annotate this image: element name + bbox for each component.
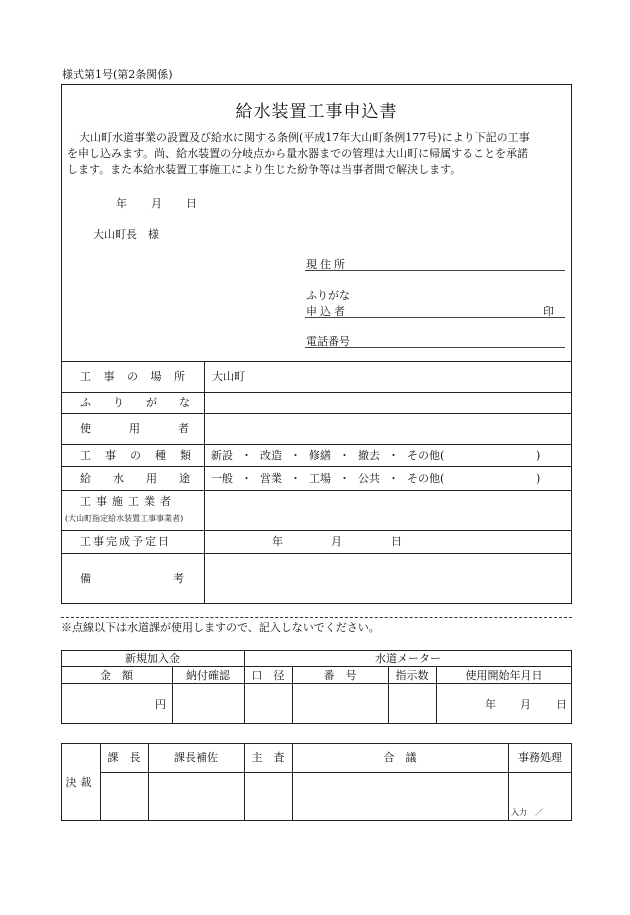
approval-label: 決裁 bbox=[65, 776, 96, 789]
input-mark: 入力 ／ bbox=[511, 808, 543, 817]
work-type-close-paren: ) bbox=[536, 449, 541, 462]
contractor-value[interactable] bbox=[205, 490, 572, 530]
completion-month: 月 bbox=[331, 535, 342, 548]
separator: ・ bbox=[241, 471, 252, 485]
work-type-other[interactable]: その他( bbox=[407, 448, 445, 462]
chief-examiner-header: 主 査 bbox=[251, 751, 285, 764]
body-line-3: します。また本給水装置工事施工により生じた紛争等は当事者間で解決します。 bbox=[67, 163, 462, 176]
separator: ・ bbox=[388, 471, 399, 485]
water-use-other[interactable]: その他( bbox=[407, 471, 445, 485]
seal-label: 印 bbox=[543, 305, 554, 318]
completion-label: 工事完成予定日 bbox=[80, 535, 171, 548]
date-month-label: 月 bbox=[151, 197, 162, 210]
work-type-remodel[interactable]: 改造 bbox=[260, 448, 282, 462]
yen-unit: 円 bbox=[155, 698, 166, 711]
water-use-factory[interactable]: 工場 bbox=[309, 471, 331, 485]
contractor-sub-label: (大山町指定給水装置工事事業者) bbox=[65, 514, 184, 523]
furigana-label: ふりがな bbox=[306, 289, 350, 302]
reading-header: 指示数 bbox=[395, 669, 429, 682]
clerical-processing-header: 事務処理 bbox=[518, 751, 562, 764]
applicant-name-label: 申込者 bbox=[306, 305, 348, 318]
work-type-new[interactable]: 新設 bbox=[211, 448, 233, 462]
body-line-2: を申し込みます。尚、給水装置の分岐点から量水器までの管理は大山町に帰属することを承諾 bbox=[67, 147, 529, 160]
address-label: 現住所 bbox=[306, 258, 348, 271]
water-use-general[interactable]: 一般 bbox=[211, 471, 233, 485]
diameter-header: 口 径 bbox=[251, 669, 285, 682]
form-title: 給水装置工事申込書 bbox=[235, 102, 398, 122]
separator: ・ bbox=[290, 471, 301, 485]
date-day-label: 日 bbox=[186, 197, 197, 210]
contractor-label: 工事施工業者 bbox=[80, 495, 176, 508]
separator: ・ bbox=[339, 471, 350, 485]
start-year: 年 bbox=[485, 698, 496, 711]
row-label-completion bbox=[80, 530, 200, 553]
form-number: 様式第1号(第2条関係) bbox=[62, 68, 173, 81]
location-label: 工 事 の 場 所 bbox=[80, 370, 185, 383]
water-use-public[interactable]: 公共 bbox=[358, 471, 380, 485]
separator: ・ bbox=[241, 448, 252, 462]
assistant-chief-header: 課長補佐 bbox=[174, 751, 218, 764]
user-label: 使用者 bbox=[80, 422, 227, 435]
row-label-water-use bbox=[80, 466, 212, 490]
amount-header: 金 額 bbox=[100, 669, 133, 682]
section-chief-header: 課 長 bbox=[107, 751, 141, 764]
addressee: 大山町長 様 bbox=[93, 228, 159, 241]
address-field-line[interactable] bbox=[305, 270, 565, 271]
row-label-location bbox=[80, 361, 185, 392]
start-month: 月 bbox=[520, 698, 531, 711]
start-day: 日 bbox=[556, 698, 567, 711]
furigana-row-label: ふりがな bbox=[80, 396, 212, 409]
notice: ※点線以下は水道課が使用しますので、記入しないでください。 bbox=[61, 621, 380, 634]
separator: ・ bbox=[290, 448, 301, 462]
completion-year: 年 bbox=[272, 535, 283, 548]
work-type-options bbox=[211, 444, 444, 466]
work-type-label: 工事の種類 bbox=[80, 448, 205, 462]
body-line-1: 大山町水道事業の設置及び給水に関する条例(平成17年大山町条例177号)により下記の工事 bbox=[79, 131, 530, 144]
furigana-value[interactable] bbox=[205, 392, 572, 413]
row-label-user bbox=[80, 413, 227, 444]
water-use-label: 給水用途 bbox=[80, 471, 212, 485]
start-date-header: 使用開始年月日 bbox=[465, 669, 543, 682]
remarks-label: 備考 bbox=[80, 572, 266, 585]
meter-number-header: 番 号 bbox=[323, 669, 357, 682]
date-year-label: 年 bbox=[116, 197, 127, 210]
phone-label: 電話番号 bbox=[306, 335, 350, 348]
new-subscription-fee-header: 新規加入金 bbox=[125, 652, 180, 665]
cut-line bbox=[61, 617, 572, 618]
separator: ・ bbox=[388, 448, 399, 462]
completion-day: 日 bbox=[391, 535, 402, 548]
location-value[interactable]: 大山町 bbox=[212, 370, 245, 383]
water-meter-header: 水道メーター bbox=[375, 652, 441, 665]
water-use-options bbox=[211, 466, 444, 490]
row-label-work-type bbox=[80, 444, 205, 466]
water-use-close-paren: ) bbox=[536, 472, 541, 485]
work-type-removal[interactable]: 撤去 bbox=[358, 448, 380, 462]
row-label-remarks bbox=[80, 553, 266, 604]
phone-field-line[interactable] bbox=[305, 347, 565, 348]
row-label-furigana bbox=[80, 392, 212, 413]
payment-confirm-header: 納付確認 bbox=[186, 669, 230, 682]
consultation-header: 合 議 bbox=[383, 751, 417, 764]
applicant-name-field-line[interactable] bbox=[305, 317, 565, 318]
work-type-repair[interactable]: 修繕 bbox=[309, 448, 331, 462]
water-use-business[interactable]: 営業 bbox=[260, 471, 282, 485]
remarks-value[interactable] bbox=[205, 553, 572, 604]
separator: ・ bbox=[339, 448, 350, 462]
user-value[interactable] bbox=[205, 413, 572, 444]
